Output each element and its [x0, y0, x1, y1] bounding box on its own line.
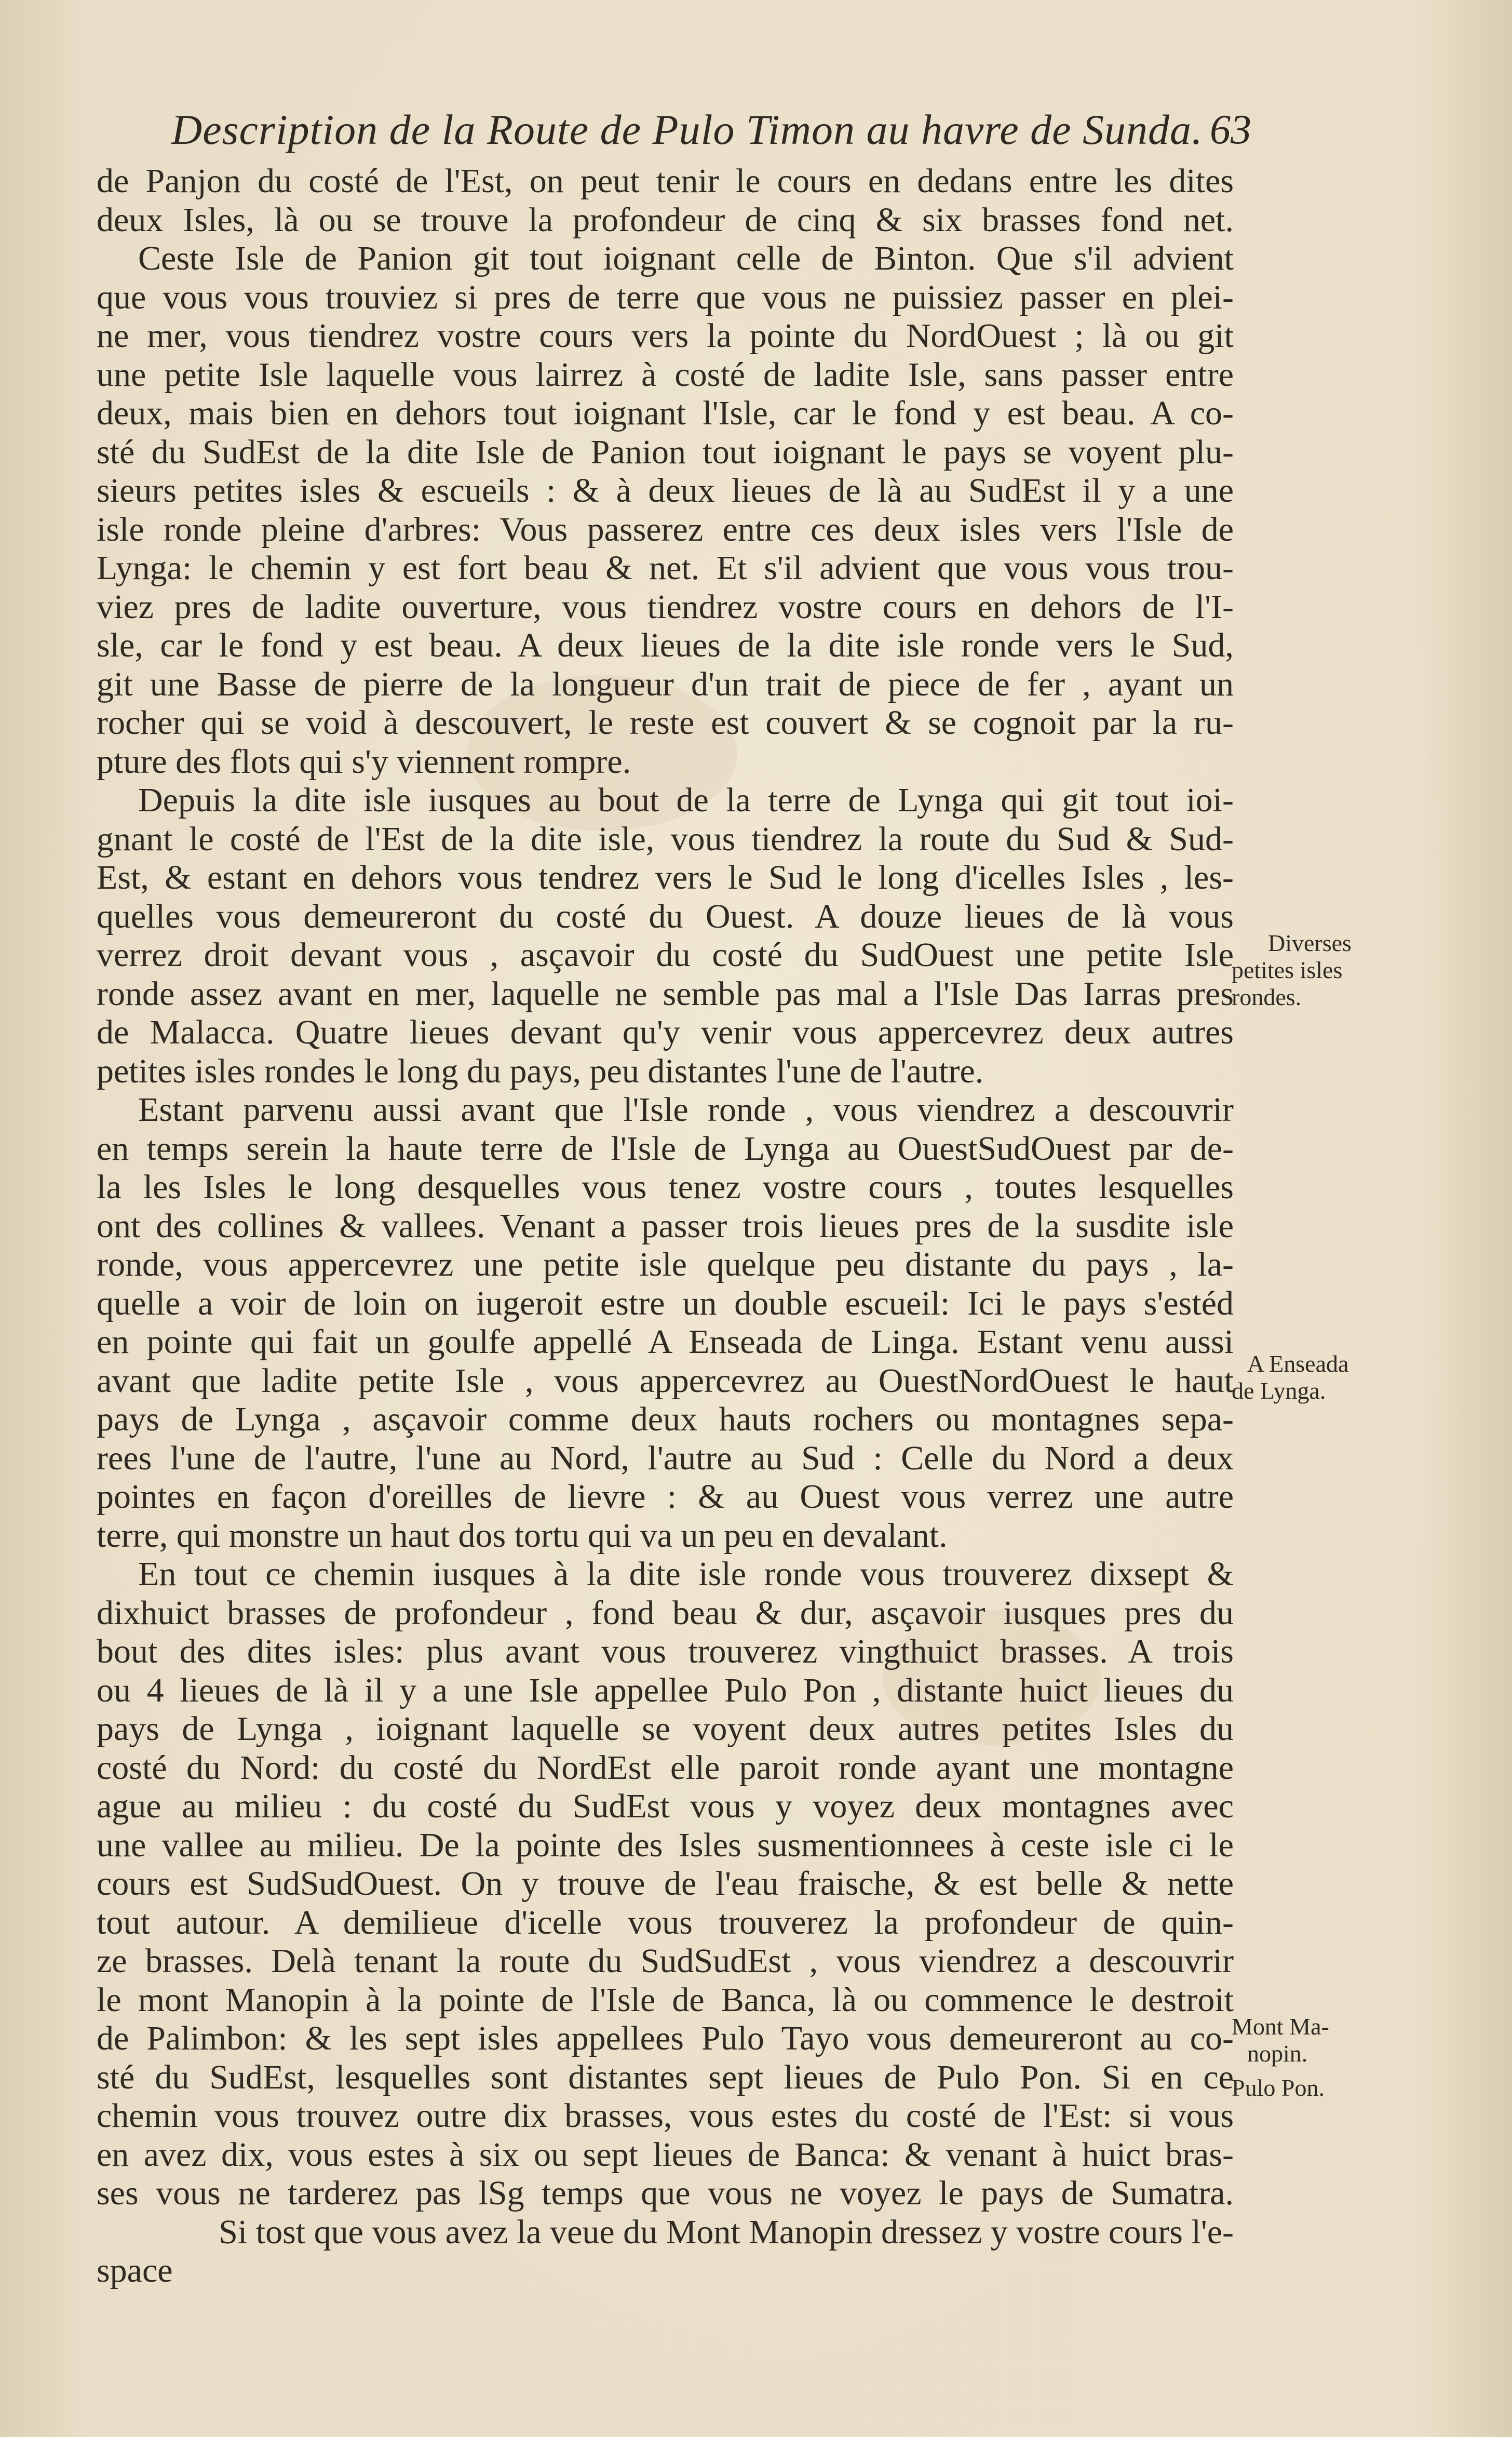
margin-note-line: A Enseada	[1247, 1350, 1349, 1377]
text-line: Depuis la dite isle iusques au bout de la terre de Lynga qui git tout ioi-	[138, 781, 1234, 819]
text-line: pture des flots qui s'y viennent rompre.	[97, 742, 631, 781]
text-line: en temps serein la haute terre de l'Isle de Lynga au OuestSudOuest par de-	[97, 1129, 1234, 1168]
text-line: pays de Lynga , ioignant laquelle se voyent deux autres petites Isles du	[97, 1710, 1234, 1748]
margin-note-line: Pulo Pon.	[1232, 2074, 1325, 2101]
text-line: pays de Lynga , asçavoir comme deux hauts rochers ou montagnes sepa-	[97, 1400, 1234, 1438]
text-line: pointes en façon d'oreilles de lievre : & au Ouest vous verrez une autre	[97, 1478, 1234, 1516]
text-line: en avez dix, vous estes à six ou sept lieues de Banca: & venant à huict bras-	[97, 2135, 1234, 2174]
running-head: Description de la Route de Pulo Timon au havre de Sunda.	[171, 106, 1203, 153]
margin-note-line: de Lynga.	[1232, 1377, 1326, 1404]
text-line: Ceste Isle de Panion git tout ioignant celle de Binton. Que s'il advient	[138, 239, 1234, 277]
text-line: git une Basse de pierre de la longueur d'un trait de piece de fer , ayant un	[97, 665, 1234, 703]
body-text	[97, 162, 1234, 2291]
text-line: ze brasses. Delà tenant la route du SudSudEst , vous viendrez a descouvrir	[97, 1942, 1234, 1980]
text-line: deux Isles, là ou se trouve la profondeur de cinq & six brasses fond net.	[97, 200, 1234, 239]
text-line: verrez droit devant vous , asçavoir du costé du SudOuest une petite Isle	[97, 936, 1234, 974]
text-line: ou 4 lieues de là il y a une Isle appellee Pulo Pon , distante huict lieues du	[97, 1671, 1234, 1709]
text-line: isle ronde pleine d'arbres: Vous passerez entre ces deux isles vers l'Isle de	[97, 510, 1234, 548]
margin-note	[1232, 930, 1398, 1011]
text-line: bout des dites isles: plus avant vous trouverez vingthuict brasses. A trois	[97, 1632, 1234, 1670]
text-line: ont des collines & vallees. Venant a passer trois lieues pres de la susdite isle	[97, 1207, 1234, 1245]
text-line: ague au milieu : du costé du SudEst vous y voyez deux montagnes avec	[97, 1787, 1234, 1825]
text-line: sté du SudEst, lesquelles sont distantes sept lieues de Pulo Pon. Si en ce	[97, 2058, 1234, 2096]
text-line: en pointe qui fait un goulfe appellé A Enseada de Linga. Estant venu aussi	[97, 1323, 1234, 1361]
text-line: ne mer, vous tiendrez vostre cours vers la pointe du NordOuest ; là ou git	[97, 317, 1234, 355]
text-line: que vous vous trouviez si pres de terre que vous ne puissiez passer en plei-	[97, 278, 1234, 316]
text-line: tout autour. A demilieue d'icelle vous trouverez la profondeur de quin-	[97, 1903, 1234, 1941]
margin-notes	[1232, 0, 1403, 2437]
text-line: cours est SudSudOuest. On y trouve de l'eau fraische, & est belle & nette	[97, 1865, 1234, 1903]
text-line: avant que ladite petite Isle , vous appercevrez au OuestNordOuest le haut	[97, 1361, 1234, 1400]
text-line: space	[97, 2252, 173, 2289]
text-line: la les Isles le long desquelles vous tenez vostre cours , toutes lesquelles	[97, 1168, 1234, 1206]
text-line: Estant parvenu aussi avant que l'Isle ronde , vous viendrez a descouvrir	[138, 1091, 1234, 1129]
text-line: quelles vous demeureront du costé du Ouest. A douze lieues de là vous	[97, 897, 1234, 935]
margin-note-line: petites isles	[1232, 957, 1343, 983]
text-line: de Malacca. Quatre lieues devant qu'y venir vous appercevrez deux autres	[97, 1013, 1234, 1051]
margin-note	[1232, 1350, 1398, 1404]
text-line: costé du Nord: du costé du NordEst elle paroit ronde ayant une montagne	[97, 1748, 1234, 1787]
text-line: dixhuict brasses de profondeur , fond beau & dur, asçavoir iusques pres du	[97, 1594, 1234, 1632]
text-line: le mont Manopin à la pointe de l'Isle de Banca, là ou commence le destroit	[97, 1980, 1234, 2019]
text-line: chemin vous trouvez outre dix brasses, vous estes du costé de l'Est: si vous	[97, 2097, 1234, 2135]
text-line: une petite Isle laquelle vous lairrez à costé de ladite Isle, sans passer entre	[97, 355, 1234, 394]
text-line: gnant le costé de l'Est de la dite isle, vous tiendrez la route du Sud & Sud-	[97, 820, 1234, 858]
text-line: de Panjon du costé de l'Est, on peut tenir le cours en dedans entre les dites	[97, 162, 1234, 200]
text-line: ronde assez avant en mer, laquelle ne semble pas mal a l'Isle Das Iarras pres	[97, 974, 1234, 1013]
page-number: 63	[1210, 107, 1251, 153]
text-line: rocher qui se void à descouvert, le reste est couvert & se cognoit par la ru-	[97, 704, 1234, 742]
page-header	[171, 99, 1251, 161]
text-line: sieurs petites isles & escueils : & à deux lieues de là au SudEst il y a une	[97, 472, 1234, 510]
margin-note-line: Diverses	[1268, 930, 1352, 956]
text-line: sté du SudEst de la dite Isle de Panion tout ioignant le pays se voyent plu-	[97, 433, 1234, 471]
margin-note-line: Mont Ma-	[1232, 2013, 1329, 2040]
margin-note	[1232, 2013, 1398, 2067]
text-line: ronde, vous appercevrez une petite isle quelque peu distante du pays , la-	[97, 1246, 1234, 1283]
text-line: Est, & estant en dehors vous tendrez vers le Sud le long d'icelles Isles , les-	[97, 859, 1234, 896]
margin-note	[1232, 2074, 1398, 2101]
margin-note-line: rondes.	[1232, 984, 1302, 1010]
text-line: deux, mais bien en dehors tout ioignant l'Isle, car le fond y est beau. A co-	[97, 394, 1234, 432]
text-line: de Palimbon: & les sept isles appellees Pulo Tayo vous demeureront au co-	[97, 2019, 1234, 2057]
text-line: ses vous ne tarderez pas lSg temps que vous ne voyez le pays de Sumatra.	[97, 2174, 1234, 2212]
text-line: viez pres de ladite ouverture, vous tiendrez vostre cours en dehors de l'I-	[97, 587, 1234, 626]
text-line: quelle a voir de loin on iugeroit estre un double escueil: Ici le pays s'estéd	[97, 1284, 1234, 1322]
text-line: terre, qui monstre un haut dos tortu qui va un peu en devalant.	[97, 1516, 948, 1555]
text-line: rees l'une de l'autre, l'une au Nord, l'autre au Sud : Celle du Nord a deux	[97, 1439, 1234, 1477]
margin-note-line: nopin.	[1247, 2040, 1308, 2067]
text-line: une vallee au milieu. De la pointe des Isles susmentionnees à ceste isle ci le	[97, 1826, 1234, 1864]
text-line: sle, car le fond y est beau. A deux lieues de la dite isle ronde vers le Sud,	[97, 626, 1234, 664]
text-line: En tout ce chemin iusques à la dite isle ronde vous trouverez dixsept &	[138, 1555, 1234, 1593]
text-line: Lynga: le chemin y est fort beau & net. Et s'il advient que vous vous trou-	[97, 549, 1234, 587]
text-line: Si tost que vous avez la veue du Mont Manopin dressez y vostre cours l'e-	[219, 2213, 1234, 2251]
text-line: petites isles rondes le long du pays, peu distantes l'une de l'autre.	[97, 1052, 984, 1090]
